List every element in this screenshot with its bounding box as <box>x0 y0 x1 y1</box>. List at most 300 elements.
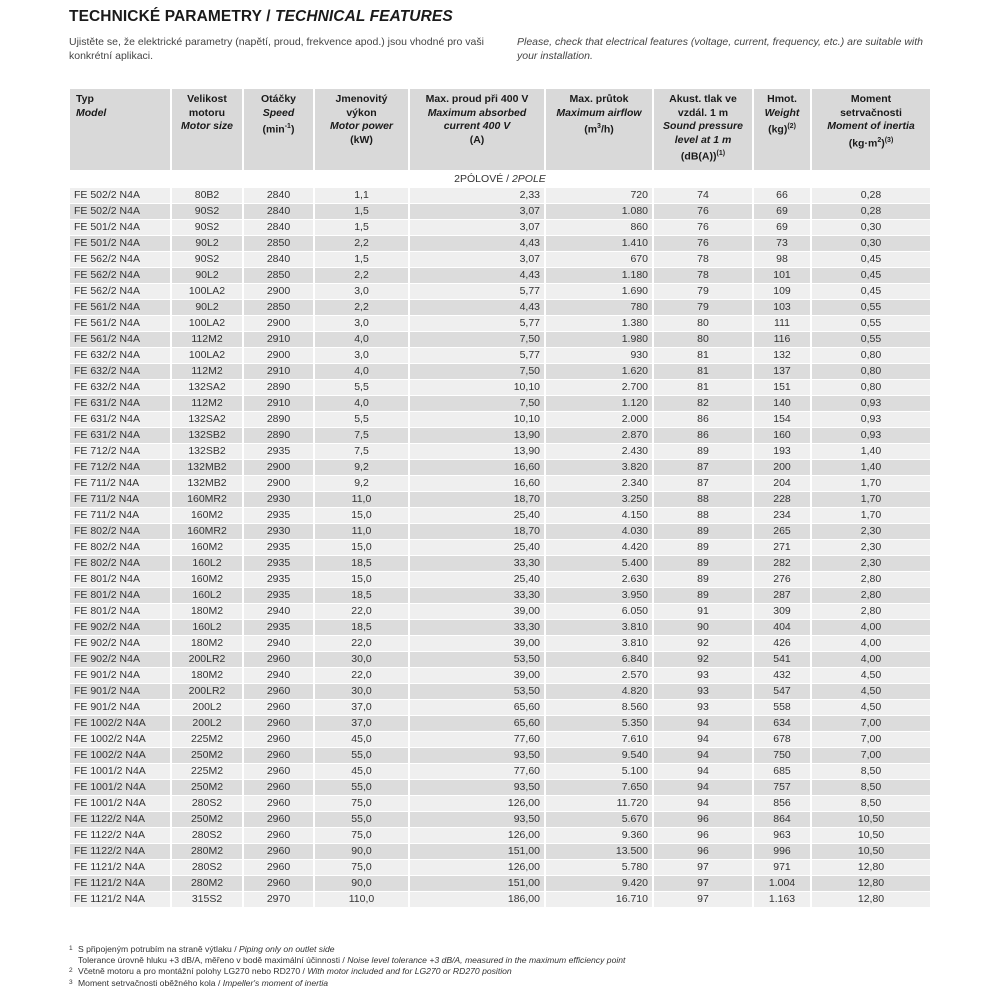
cell-weight: 103 <box>754 300 810 315</box>
cell-moment-of-inertia: 0,55 <box>812 316 930 331</box>
cell-model: FE 712/2 N4A <box>70 460 170 475</box>
cell-max-airflow: 720 <box>546 188 652 203</box>
cell-speed: 2940 <box>244 604 313 619</box>
cell-speed: 2960 <box>244 764 313 779</box>
table-row <box>70 492 930 507</box>
cell-max-airflow: 2.430 <box>546 444 652 459</box>
cell-moment-of-inertia: 2,80 <box>812 572 930 587</box>
cell-weight: 101 <box>754 268 810 283</box>
cell-motor-size: 160L2 <box>172 620 242 635</box>
table-row <box>70 412 930 427</box>
cell-sound-pressure: 94 <box>654 716 752 731</box>
cell-moment-of-inertia: 12,80 <box>812 892 930 907</box>
cell-max-airflow: 780 <box>546 300 652 315</box>
cell-speed: 2960 <box>244 652 313 667</box>
cell-max-current: 4,43 <box>410 236 544 251</box>
cell-motor-power: 5,5 <box>315 380 408 395</box>
cell-max-airflow: 2.870 <box>546 428 652 443</box>
cell-max-current: 65,60 <box>410 700 544 715</box>
cell-weight: 1.163 <box>754 892 810 907</box>
column-header-motor-power: Jmenovitý výkon Motor power (kW) <box>315 89 408 170</box>
cell-motor-size: 132SB2 <box>172 428 242 443</box>
cell-speed: 2890 <box>244 412 313 427</box>
cell-motor-size: 90S2 <box>172 252 242 267</box>
cell-model: FE 1122/2 N4A <box>70 828 170 843</box>
page-title <box>69 8 453 26</box>
cell-sound-pressure: 88 <box>654 492 752 507</box>
cell-motor-size: 90L2 <box>172 268 242 283</box>
cell-max-airflow: 6.050 <box>546 604 652 619</box>
cell-sound-pressure: 94 <box>654 732 752 747</box>
table-row <box>70 700 930 715</box>
cell-max-current: 39,00 <box>410 604 544 619</box>
cell-motor-size: 250M2 <box>172 812 242 827</box>
cell-weight: 111 <box>754 316 810 331</box>
cell-max-current: 126,00 <box>410 796 544 811</box>
cell-max-airflow: 9.360 <box>546 828 652 843</box>
cell-model: FE 631/2 N4A <box>70 396 170 411</box>
cell-sound-pressure: 80 <box>654 332 752 347</box>
cell-moment-of-inertia: 12,80 <box>812 876 930 891</box>
cell-sound-pressure: 96 <box>654 828 752 843</box>
cell-motor-size: 112M2 <box>172 332 242 347</box>
cell-moment-of-inertia: 0,55 <box>812 332 930 347</box>
cell-max-airflow: 3.950 <box>546 588 652 603</box>
cell-model: FE 632/2 N4A <box>70 364 170 379</box>
cell-model: FE 632/2 N4A <box>70 380 170 395</box>
cell-max-airflow: 3.250 <box>546 492 652 507</box>
cell-moment-of-inertia: 2,80 <box>812 588 930 603</box>
column-header-sound-pressure: Akust. tlak ve vzdál. 1 m Sound pressure level at 1 m $(dB(A))^{(1)}$ <box>654 89 752 170</box>
cell-max-current: 7,50 <box>410 332 544 347</box>
table-row <box>70 252 930 267</box>
cell-max-current: 65,60 <box>410 716 544 731</box>
cell-max-airflow: 670 <box>546 252 652 267</box>
cell-motor-size: 160MR2 <box>172 524 242 539</box>
cell-model: FE 562/2 N4A <box>70 268 170 283</box>
cell-speed: 2960 <box>244 828 313 843</box>
cell-motor-power: 22,0 <box>315 668 408 683</box>
cell-motor-size: 225M2 <box>172 732 242 747</box>
cell-max-airflow: 1.980 <box>546 332 652 347</box>
cell-max-current: 25,40 <box>410 572 544 587</box>
cell-motor-power: 7,5 <box>315 428 408 443</box>
cell-max-current: 33,30 <box>410 620 544 635</box>
cell-model: FE 562/2 N4A <box>70 252 170 267</box>
table-row <box>70 364 930 379</box>
cell-moment-of-inertia: 2,30 <box>812 556 930 571</box>
cell-weight: 116 <box>754 332 810 347</box>
cell-speed: 2840 <box>244 204 313 219</box>
cell-motor-power: 90,0 <box>315 844 408 859</box>
cell-weight: 1.004 <box>754 876 810 891</box>
cell-moment-of-inertia: 0,30 <box>812 236 930 251</box>
cell-model: FE 901/2 N4A <box>70 700 170 715</box>
cell-weight: 558 <box>754 700 810 715</box>
cell-weight: 678 <box>754 732 810 747</box>
table-row <box>70 652 930 667</box>
cell-sound-pressure: 97 <box>654 860 752 875</box>
cell-max-current: 151,00 <box>410 844 544 859</box>
cell-max-airflow: 9.540 <box>546 748 652 763</box>
table-row <box>70 796 930 811</box>
cell-max-airflow: 4.420 <box>546 540 652 555</box>
cell-moment-of-inertia: 8,50 <box>812 780 930 795</box>
cell-sound-pressure: 90 <box>654 620 752 635</box>
cell-moment-of-inertia: 1,40 <box>812 444 930 459</box>
table-row <box>70 748 930 763</box>
cell-motor-power: 1,5 <box>315 220 408 235</box>
cell-motor-size: 160M2 <box>172 572 242 587</box>
cell-speed: 2935 <box>244 508 313 523</box>
cell-model: FE 901/2 N4A <box>70 684 170 699</box>
cell-weight: 151 <box>754 380 810 395</box>
cell-motor-size: 90S2 <box>172 220 242 235</box>
cell-weight: 282 <box>754 556 810 571</box>
cell-speed: 2840 <box>244 220 313 235</box>
cell-motor-size: 280S2 <box>172 796 242 811</box>
cell-motor-size: 100LA2 <box>172 316 242 331</box>
column-header-max-airflow: Max. průtok Maximum airflow $(m^3/h)$ <box>546 89 652 170</box>
cell-max-current: 4,43 <box>410 268 544 283</box>
cell-model: FE 1002/2 N4A <box>70 716 170 731</box>
cell-speed: 2940 <box>244 668 313 683</box>
cell-moment-of-inertia: 0,93 <box>812 428 930 443</box>
cell-moment-of-inertia: 10,50 <box>812 844 930 859</box>
cell-motor-power: 15,0 <box>315 572 408 587</box>
cell-model: FE 1121/2 N4A <box>70 892 170 907</box>
cell-speed: 2960 <box>244 860 313 875</box>
cell-model: FE 711/2 N4A <box>70 508 170 523</box>
cell-max-airflow: 8.560 <box>546 700 652 715</box>
table-row <box>70 268 930 283</box>
cell-max-current: 39,00 <box>410 668 544 683</box>
cell-speed: 2910 <box>244 364 313 379</box>
cell-motor-power: 18,5 <box>315 556 408 571</box>
cell-motor-power: 22,0 <box>315 636 408 651</box>
cell-max-current: 10,10 <box>410 380 544 395</box>
cell-motor-size: 280S2 <box>172 860 242 875</box>
cell-motor-power: 4,0 <box>315 332 408 347</box>
cell-motor-size: 160M2 <box>172 540 242 555</box>
cell-motor-size: 180M2 <box>172 668 242 683</box>
column-header-max-current: Max. proud při 400 V Maximum absorbed current 400 V (A) <box>410 89 544 170</box>
cell-max-airflow: 5.670 <box>546 812 652 827</box>
cell-motor-power: 3,0 <box>315 284 408 299</box>
cell-moment-of-inertia: 4,50 <box>812 668 930 683</box>
cell-speed: 2960 <box>244 780 313 795</box>
table-row <box>70 764 930 779</box>
cell-motor-size: 100LA2 <box>172 348 242 363</box>
cell-speed: 2910 <box>244 332 313 347</box>
cell-speed: 2935 <box>244 620 313 635</box>
table-row <box>70 476 930 491</box>
cell-speed: 2960 <box>244 844 313 859</box>
cell-sound-pressure: 97 <box>654 892 752 907</box>
cell-weight: 963 <box>754 828 810 843</box>
footnote-1b: Tolerance úrovně hluku +3 dB/A, měřeno v bodě maximální účinnosti / Noise level tolerance +3 dB/A, measured in the maximum efficiency point <box>78 955 626 966</box>
cell-motor-power: 15,0 <box>315 540 408 555</box>
cell-motor-size: 250M2 <box>172 780 242 795</box>
cell-motor-power: 45,0 <box>315 764 408 779</box>
cell-sound-pressure: 78 <box>654 268 752 283</box>
cell-motor-size: 80B2 <box>172 188 242 203</box>
table-row <box>70 348 930 363</box>
cell-sound-pressure: 79 <box>654 300 752 315</box>
cell-model: FE 801/2 N4A <box>70 604 170 619</box>
cell-sound-pressure: 92 <box>654 652 752 667</box>
cell-motor-size: 180M2 <box>172 604 242 619</box>
cell-speed: 2850 <box>244 268 313 283</box>
cell-moment-of-inertia: 4,00 <box>812 620 930 635</box>
intro-text-en: Please, check that electrical features (voltage, current, frequency, etc.) are suitable with your installation. <box>517 36 924 62</box>
cell-moment-of-inertia: 0,93 <box>812 412 930 427</box>
cell-speed: 2930 <box>244 492 313 507</box>
cell-sound-pressure: 94 <box>654 796 752 811</box>
cell-weight: 73 <box>754 236 810 251</box>
cell-weight: 541 <box>754 652 810 667</box>
cell-sound-pressure: 89 <box>654 556 752 571</box>
table-row <box>70 892 930 907</box>
table-row <box>70 204 930 219</box>
cell-moment-of-inertia: 10,50 <box>812 828 930 843</box>
cell-max-airflow: 930 <box>546 348 652 363</box>
cell-weight: 287 <box>754 588 810 603</box>
cell-max-airflow: 2.000 <box>546 412 652 427</box>
table-header-row <box>70 89 930 170</box>
table-row <box>70 460 930 475</box>
cell-max-airflow: 1.080 <box>546 204 652 219</box>
cell-motor-power: 7,5 <box>315 444 408 459</box>
cell-max-airflow: 2.340 <box>546 476 652 491</box>
cell-speed: 2960 <box>244 812 313 827</box>
cell-model: FE 1002/2 N4A <box>70 732 170 747</box>
table-row <box>70 604 930 619</box>
cell-max-airflow: 1.180 <box>546 268 652 283</box>
cell-motor-size: 225M2 <box>172 764 242 779</box>
cell-max-airflow: 2.570 <box>546 668 652 683</box>
cell-model: FE 1001/2 N4A <box>70 780 170 795</box>
cell-model: FE 1001/2 N4A <box>70 796 170 811</box>
cell-moment-of-inertia: 10,50 <box>812 812 930 827</box>
cell-weight: 140 <box>754 396 810 411</box>
footnote-2: $^2$ Včetně motoru a pro montážní polohy LG270 nebo RD270 / With motor included and for LG270 or RD270 position <box>69 966 512 977</box>
cell-moment-of-inertia: 0,55 <box>812 300 930 315</box>
cell-motor-power: 22,0 <box>315 604 408 619</box>
cell-speed: 2960 <box>244 796 313 811</box>
cell-motor-size: 160M2 <box>172 508 242 523</box>
cell-moment-of-inertia: 0,45 <box>812 268 930 283</box>
cell-max-airflow: 860 <box>546 220 652 235</box>
cell-weight: 234 <box>754 508 810 523</box>
cell-moment-of-inertia: 2,30 <box>812 540 930 555</box>
cell-speed: 2960 <box>244 700 313 715</box>
cell-model: FE 801/2 N4A <box>70 572 170 587</box>
cell-max-airflow: 1.620 <box>546 364 652 379</box>
cell-max-current: 186,00 <box>410 892 544 907</box>
cell-weight: 426 <box>754 636 810 651</box>
table-row <box>70 508 930 523</box>
cell-weight: 996 <box>754 844 810 859</box>
cell-motor-size: 160L2 <box>172 588 242 603</box>
cell-weight: 69 <box>754 204 810 219</box>
cell-weight: 750 <box>754 748 810 763</box>
cell-speed: 2960 <box>244 716 313 731</box>
cell-model: FE 631/2 N4A <box>70 428 170 443</box>
cell-model: FE 502/2 N4A <box>70 204 170 219</box>
cell-sound-pressure: 78 <box>654 252 752 267</box>
cell-max-airflow: 4.820 <box>546 684 652 699</box>
table-row <box>70 668 930 683</box>
cell-weight: 132 <box>754 348 810 363</box>
cell-weight: 200 <box>754 460 810 475</box>
cell-max-current: 10,10 <box>410 412 544 427</box>
cell-speed: 2935 <box>244 540 313 555</box>
cell-speed: 2900 <box>244 460 313 475</box>
cell-motor-power: 30,0 <box>315 652 408 667</box>
cell-max-current: 3,07 <box>410 204 544 219</box>
cell-model: FE 502/2 N4A <box>70 188 170 203</box>
cell-sound-pressure: 76 <box>654 220 752 235</box>
cell-sound-pressure: 76 <box>654 204 752 219</box>
table-row <box>70 380 930 395</box>
cell-motor-size: 280S2 <box>172 828 242 843</box>
table-row <box>70 220 930 235</box>
table-row <box>70 812 930 827</box>
cell-motor-power: 3,0 <box>315 348 408 363</box>
cell-motor-size: 90L2 <box>172 236 242 251</box>
cell-sound-pressure: 96 <box>654 844 752 859</box>
cell-speed: 2960 <box>244 748 313 763</box>
cell-motor-size: 132SB2 <box>172 444 242 459</box>
cell-model: FE 501/2 N4A <box>70 220 170 235</box>
cell-weight: 204 <box>754 476 810 491</box>
cell-max-airflow: 11.720 <box>546 796 652 811</box>
cell-model: FE 1001/2 N4A <box>70 764 170 779</box>
cell-motor-power: 2,2 <box>315 236 408 251</box>
cell-moment-of-inertia: 1,70 <box>812 492 930 507</box>
cell-speed: 2970 <box>244 892 313 907</box>
cell-sound-pressure: 81 <box>654 380 752 395</box>
cell-model: FE 501/2 N4A <box>70 236 170 251</box>
cell-max-current: 53,50 <box>410 652 544 667</box>
table-row <box>70 300 930 315</box>
cell-motor-power: 1,1 <box>315 188 408 203</box>
cell-moment-of-inertia: 0,93 <box>812 396 930 411</box>
table-row <box>70 732 930 747</box>
section-label: 2PÓLOVÉ / 2POLE <box>70 171 930 187</box>
cell-weight: 193 <box>754 444 810 459</box>
cell-motor-size: 250M2 <box>172 748 242 763</box>
table-row <box>70 684 930 699</box>
cell-model: FE 1122/2 N4A <box>70 844 170 859</box>
cell-motor-size: 200L2 <box>172 700 242 715</box>
cell-motor-size: 112M2 <box>172 364 242 379</box>
cell-sound-pressure: 76 <box>654 236 752 251</box>
cell-max-airflow: 2.700 <box>546 380 652 395</box>
cell-motor-power: 18,5 <box>315 588 408 603</box>
table-row <box>70 396 930 411</box>
cell-motor-power: 1,5 <box>315 204 408 219</box>
cell-max-airflow: 4.150 <box>546 508 652 523</box>
cell-max-current: 16,60 <box>410 476 544 491</box>
cell-moment-of-inertia: 0,30 <box>812 220 930 235</box>
cell-max-current: 93,50 <box>410 812 544 827</box>
cell-speed: 2935 <box>244 556 313 571</box>
cell-weight: 757 <box>754 780 810 795</box>
table-row <box>70 316 930 331</box>
cell-motor-power: 75,0 <box>315 796 408 811</box>
cell-moment-of-inertia: 0,28 <box>812 204 930 219</box>
cell-weight: 271 <box>754 540 810 555</box>
cell-moment-of-inertia: 0,45 <box>812 252 930 267</box>
table-row <box>70 236 930 251</box>
cell-speed: 2935 <box>244 588 313 603</box>
cell-moment-of-inertia: 0,80 <box>812 380 930 395</box>
cell-model: FE 802/2 N4A <box>70 556 170 571</box>
cell-weight: 109 <box>754 284 810 299</box>
cell-motor-size: 90S2 <box>172 204 242 219</box>
cell-motor-size: 132MB2 <box>172 476 242 491</box>
cell-sound-pressure: 94 <box>654 748 752 763</box>
table-row <box>70 332 930 347</box>
technical-features-table <box>68 88 932 908</box>
title-cz: TECHNICKÉ PARAMETRY / <box>69 8 276 25</box>
table-row <box>70 876 930 891</box>
cell-max-current: 4,43 <box>410 300 544 315</box>
cell-motor-power: 11,0 <box>315 492 408 507</box>
cell-max-current: 151,00 <box>410 876 544 891</box>
cell-sound-pressure: 87 <box>654 460 752 475</box>
cell-speed: 2890 <box>244 380 313 395</box>
cell-weight: 276 <box>754 572 810 587</box>
table-row <box>70 716 930 731</box>
table-row <box>70 524 930 539</box>
cell-speed: 2840 <box>244 188 313 203</box>
cell-speed: 2900 <box>244 284 313 299</box>
cell-sound-pressure: 88 <box>654 508 752 523</box>
cell-max-airflow: 7.650 <box>546 780 652 795</box>
cell-weight: 432 <box>754 668 810 683</box>
cell-motor-power: 4,0 <box>315 396 408 411</box>
cell-moment-of-inertia: 1,40 <box>812 460 930 475</box>
cell-motor-size: 180M2 <box>172 636 242 651</box>
cell-max-current: 18,70 <box>410 492 544 507</box>
cell-moment-of-inertia: 7,00 <box>812 748 930 763</box>
cell-motor-power: 11,0 <box>315 524 408 539</box>
cell-motor-size: 200L2 <box>172 716 242 731</box>
cell-motor-size: 90L2 <box>172 300 242 315</box>
cell-max-airflow: 9.420 <box>546 876 652 891</box>
cell-moment-of-inertia: 8,50 <box>812 796 930 811</box>
cell-motor-power: 110,0 <box>315 892 408 907</box>
cell-moment-of-inertia: 4,00 <box>812 652 930 667</box>
cell-max-airflow: 3.820 <box>546 460 652 475</box>
cell-max-airflow: 1.690 <box>546 284 652 299</box>
cell-sound-pressure: 92 <box>654 636 752 651</box>
cell-speed: 2900 <box>244 316 313 331</box>
cell-speed: 2960 <box>244 684 313 699</box>
cell-speed: 2930 <box>244 524 313 539</box>
cell-motor-size: 132MB2 <box>172 460 242 475</box>
title-en: TECHNICAL FEATURES <box>275 8 453 25</box>
footnote-1: $^1$ S připojeným potrubím na straně výtlaku / Piping only on outlet side <box>69 944 335 954</box>
cell-motor-power: 2,2 <box>315 268 408 283</box>
cell-weight: 404 <box>754 620 810 635</box>
cell-max-airflow: 6.840 <box>546 652 652 667</box>
cell-max-current: 5,77 <box>410 348 544 363</box>
table-row <box>70 844 930 859</box>
